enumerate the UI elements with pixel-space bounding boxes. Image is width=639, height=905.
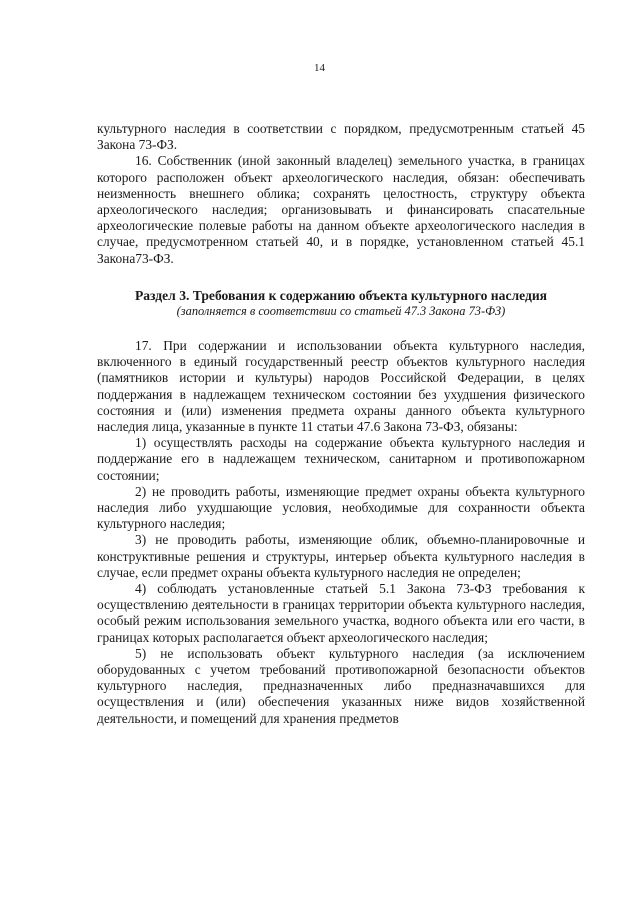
top-text-block	[97, 121, 585, 267]
section-text-block	[97, 338, 585, 727]
paragraph-16: 16. Собственник (иной законный владелец) земельного участка, в границах которого расположен объект археологического наследия, обязан: обеспечивать неизменность внешнего облика; сохранять целостность, структуру объекта археологического наследия; организовывать и финансировать спасательные археологические полевые работы на данном объекте археологического наследия в случае, предусмотренном статьей 40, и в порядке, установленном статьей 45.1 Закона73-ФЗ.	[97, 153, 585, 266]
list-item-4: 4) соблюдать установленные статьей 5.1 Закона 73-ФЗ требования к осуществлению деятельности в границах территории объекта культурного наследия, особый режим использования земельного участка, водного объекта или его части, в границах которых располагается объект археологического наследия;	[97, 581, 585, 645]
section-title: Раздел 3. Требования к содержанию объекта культурного наследия	[134, 288, 548, 303]
page-number: 14	[314, 62, 325, 74]
paragraph-continuation: культурного наследия в соответствии с порядком, предусмотренным статьей 45 Закона 73-ФЗ.	[97, 121, 585, 153]
list-item-3: 3) не проводить работы, изменяющие облик, объемно-планировочные и конструктивные решения и структуры, интерьер объекта культурного наследия в случае, если предмет охраны объекта культурного наследия не определен;	[97, 532, 585, 580]
section-subtitle: (заполняется в соответствии со статьей 47.3 Закона 73-ФЗ)	[176, 304, 506, 318]
list-item-1: 1) осуществлять расходы на содержание объекта культурного наследия и поддержание его в надлежащем техническом, санитарном и противопожарном состоянии;	[97, 435, 585, 483]
list-item-5: 5) не использовать объект культурного наследия (за исключением оборудованных с учетом требований противопожарной безопасности объектов культурного наследия, предназначенных либо предназначавшихся для осуществления и (или) обеспечения указанных ниже видов хозяйственной деятельности, и помещений для хранения предметов	[97, 645, 585, 726]
paragraph-17: 17. При содержании и использовании объекта культурного наследия, включенного в единый государственный реестр объектов культурного наследия (памятников истории и культуры) народов Российской Федерации, в целях поддержания в надлежащем техническом состоянии без ухудшения физического состояния и (или) изменения предмета охраны данного объекта культурного наследия лица, указанные в пункте 11 статьи 47.6 Закона 73-ФЗ, обязаны:	[97, 338, 585, 435]
list-item-2: 2) не проводить работы, изменяющие предмет охраны объекта культурного наследия либо ухудшающие условия, необходимые для сохранности объекта культурного наследия;	[97, 483, 585, 532]
section-heading	[97, 288, 585, 319]
